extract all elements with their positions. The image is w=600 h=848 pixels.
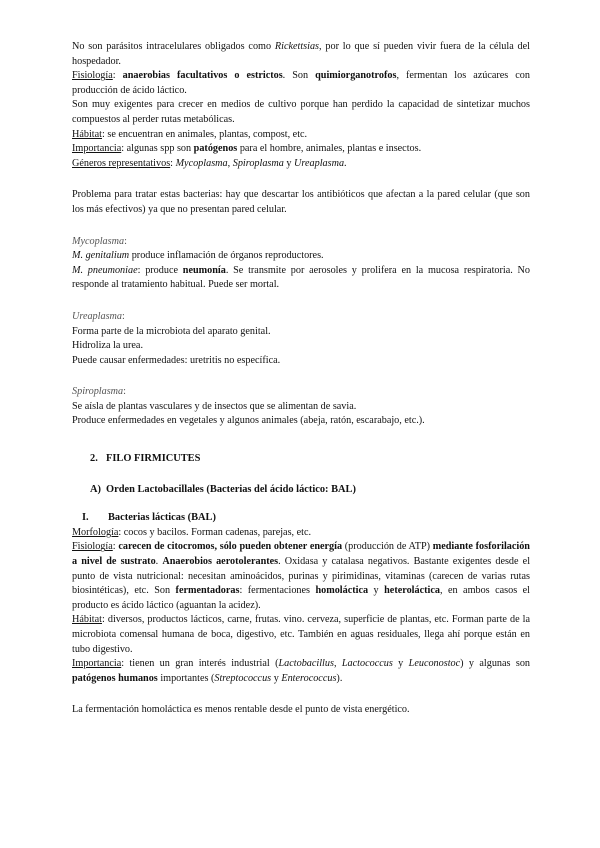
intro-paragraph (72, 40, 530, 69)
label-fisiologia: Fisiología (72, 70, 113, 82)
mycoplasma-title (72, 235, 530, 250)
label-morfologia: Morfología (72, 526, 119, 538)
bold-text: quimiorganotrofos (315, 70, 397, 82)
text: : (123, 386, 126, 398)
genus-name: Enterococcus (281, 672, 337, 684)
bold-text: anaerobias facultativos o estrictos (122, 70, 283, 82)
text: : (122, 310, 125, 322)
ureaplasma-line-3: Puede causar enfermedades: uretritis no específica. (72, 354, 281, 366)
bold-text: homoláctica (315, 585, 369, 597)
text: para el hombre, animales, plantas e insectos. (237, 143, 422, 155)
spiroplasma-title (72, 385, 530, 400)
text: y (368, 585, 385, 597)
text: : (124, 235, 127, 247)
bold-text: mediante fosforilación a nivel de sustrato (72, 541, 530, 568)
label-generos: Géneros representativos (72, 157, 171, 169)
section-title: Bacterias lácticas (BAL) (108, 512, 216, 524)
text: , (333, 658, 342, 670)
bold-text: patógenos (193, 143, 238, 155)
habitat-paragraph (72, 128, 530, 143)
text: : produce (137, 264, 183, 276)
bal-morfologia (72, 526, 530, 541)
bold-text: patógenos humanos (72, 672, 158, 684)
text: : se encuentran en animales, plantas, compost, etc. (102, 128, 308, 140)
section-number: 2. (90, 453, 98, 465)
section-i-heading (72, 511, 530, 526)
label-habitat: Hábitat (72, 614, 102, 626)
bal-fisiologia (72, 540, 530, 613)
text: y (392, 658, 409, 670)
genus-title: Spiroplasma (72, 386, 124, 398)
text: . (344, 157, 347, 169)
section-number: A) (90, 483, 101, 495)
text: : (112, 70, 123, 82)
text: (producción de ATP) (342, 541, 433, 553)
text: produce inflamación de órganos reproductores. (129, 250, 324, 262)
section-number: I. (82, 512, 89, 524)
section-title: Orden Lactobacillales (Bacterias del ácido láctico: BAL) (106, 483, 356, 495)
bold-text: Anaerobios aerotolerantes (162, 556, 279, 568)
genus-name: Lactobacillus (278, 658, 334, 670)
bold-text: heteroláctica (384, 585, 440, 597)
bold-text: fermentadoras (175, 585, 240, 597)
document-page (72, 40, 530, 718)
section-title: FILO FIRMICUTES (106, 453, 201, 465)
m-genitalium-line (72, 249, 530, 264)
label-importancia: Importancia (72, 143, 122, 155)
bold-text: carecen de citocromos, sólo pueden obtener energía (118, 541, 343, 553)
genus-name: Mycoplasma (175, 157, 228, 169)
genus-name: Spiroplasma (232, 157, 284, 169)
genus-name: Ureaplasma (294, 157, 345, 169)
fisiologia-paragraph (72, 69, 530, 98)
text: . Son (282, 70, 316, 82)
problema-paragraph: Problema para tratar estas bacterias: hay que descartar los antibióticos que afectan a la pared celular (que son los más efectivos) ya que no presentan pared celular. (72, 189, 530, 215)
label-importancia: Importancia (72, 658, 122, 670)
ureaplasma-line-2: Hidroliza la urea. (72, 340, 143, 352)
text: , fermentan los azúcares con producción de ácido láctico. (72, 70, 530, 96)
label-fisiologia: Fisiología (72, 541, 113, 553)
text: . Oxidasa y catalasa negativos. Bastante exigentes desde el punto de vista nutricional: necesitan aminoácidos, purinas y pirimidinas, vitaminas (carecen de varias rutas biosintéticas), etc. Son (72, 556, 531, 597)
text: . Se transmite por aerosoles y prolifera en la mucosa respiratoria. No responde al tratamiento habitual. Puede ser mortal. (72, 264, 530, 291)
text: , en ambos casos el producto es ácido láctico (aguantan la acidez). (72, 585, 530, 611)
genus-name: Rickettsias (274, 41, 320, 52)
text: importantes ( (157, 672, 215, 684)
importancia-paragraph (72, 142, 530, 157)
text: : cocos y bacilos. Forman cadenas, parejas, etc. (118, 526, 312, 538)
genus-title: Ureaplasma (72, 310, 122, 322)
text: y (283, 157, 295, 169)
text: ). (336, 672, 343, 684)
bal-importancia (72, 657, 530, 686)
final-paragraph: La fermentación homoláctica es menos rentable desde el punto de vista energético. (72, 704, 410, 716)
generos-paragraph (72, 157, 530, 172)
text: : diversos, productos lácticos, carne, frutas. vino. cerveza, superficie de plantas, etc. Forman parte de la microbiota comensal humana de boca, digestivo, etc. También en aguas residuales, llega ahí porque están en tubo digestivo. (72, 614, 530, 655)
species-name: M. pneumoniae (72, 264, 138, 276)
m-pneumoniae-paragraph (72, 264, 530, 293)
text: : fermentaciones (239, 585, 316, 597)
text: y (271, 672, 282, 684)
ureaplasma-title (72, 310, 530, 325)
text: : (170, 157, 176, 169)
text: No son parásitos intracelulares obligados como (72, 41, 275, 52)
text: , (227, 157, 233, 169)
ureaplasma-line-1: Forma parte de la microbiota del aparato genital. (72, 325, 271, 337)
genus-title: Mycoplasma (72, 235, 125, 247)
text: . (155, 556, 163, 568)
bal-habitat (72, 613, 530, 657)
text: : tienen un gran interés industrial ( (121, 658, 279, 670)
text: , por lo que sí pueden vivir fuera de la célula del hospedador. (72, 41, 530, 67)
genus-name: Streptococcus (214, 672, 272, 684)
spiroplasma-line-1: Se aísla de plantas vasculares y de insectos que se alimentan de savia. (72, 400, 357, 412)
text: : (112, 541, 119, 553)
genus-name: Lactococcus (341, 658, 393, 670)
spiroplasma-line-2: Produce enfermedades en vegetales y algunos animales (abeja, ratón, escarabajo, etc.). (72, 415, 425, 427)
text: : algunas spp son (121, 143, 194, 155)
section-2-heading (72, 452, 530, 467)
species-name: M. genitalium (72, 250, 130, 262)
label-habitat: Hábitat (72, 128, 102, 140)
bold-text: neumonía (182, 264, 226, 276)
text: ) y algunas son (460, 658, 531, 670)
genus-name: Leuconostoc (408, 658, 461, 670)
section-a-heading (72, 483, 530, 498)
exigencias-paragraph: Son muy exigentes para crecer en medios de cultivo porque han perdido la capacidad de sintetizar muchos compuestos al perder rutas metabólicas. (72, 99, 530, 125)
